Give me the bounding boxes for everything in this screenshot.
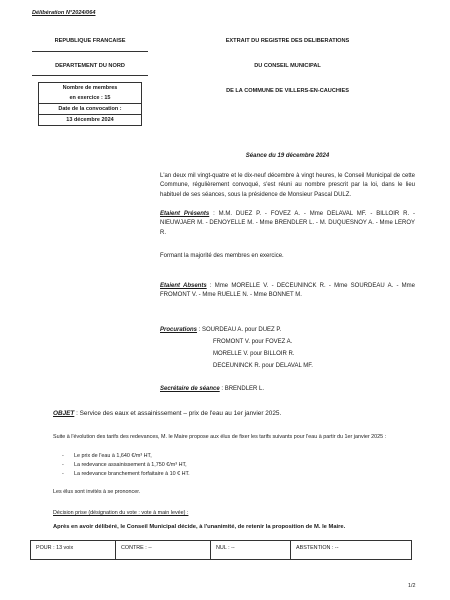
vote-table	[30, 540, 412, 560]
secretaire-line	[160, 385, 415, 394]
republique-label: REPUBLIQUE FRANCAISE	[54, 38, 126, 44]
procuration-item: MORELLE V. pour BILLOIR R.	[213, 351, 295, 357]
procurations-label: Procurations	[160, 327, 198, 333]
membres-label: Nombre de membres	[62, 85, 118, 91]
secretaire-label: Secrétaire de séance	[160, 386, 220, 392]
tarif-item: - Le prix de l'eau à 1,640 €/m³ HT,	[62, 453, 152, 459]
presents-paragraph	[160, 210, 415, 238]
divider	[32, 51, 148, 52]
departement-label: DEPARTEMENT DU NORD	[55, 63, 125, 69]
deliberation-reference: Délibération N°2024/064	[32, 10, 96, 16]
body-intro: Suite à l'évolution des tarifs des redevances, M. le Maire propose aux élus de fixer les tarifs suivants pour l'eau à partir du 1er janvier 2025 :	[53, 434, 387, 440]
vote-pour: POUR : 13 voix	[31, 541, 116, 559]
objet-label: OBJET	[53, 410, 75, 417]
vote-abstention: ABSTENTION : --	[296, 545, 339, 551]
convocation-label: Date de la convocation :	[39, 103, 141, 114]
intro-paragraph: L'an deux mil vingt-quatre et le dix-neuf décembre à vingt heures, le Conseil Municipal de cette Commune, régulièrement convoqué, s'est réuni au nombre prescrit par la loi, dans le lieu habituel de ses séances, sous la présidence de Monsieur Pascal DULZ.	[160, 173, 415, 198]
procuration-item: DECEUNINCK R. pour DELAVAL MF.	[213, 363, 313, 369]
commune-title: DE LA COMMUNE DE VILLERS-EN-CAUCHIES	[226, 88, 349, 94]
presents-label: Etaient Présents	[160, 211, 210, 217]
absents-list: : Mme MORELLE V. - DECEUNINCK R. - Mme SOURDEAU A. - Mme FROMONT V. - Mme RUELLE N. - Mme BONNET M.	[160, 283, 416, 299]
objet-line	[53, 410, 281, 417]
absents-label: Etaient Absents	[160, 283, 207, 289]
vote-contre: CONTRE : --	[116, 541, 211, 559]
secretaire-name: : BRENDLER L.	[219, 386, 265, 392]
procuration-item: : SOURDEAU A. pour DUEZ P.	[197, 327, 282, 333]
exercice-count: en exercice : 15	[69, 95, 111, 101]
decision-text: Après en avoir délibéré, le Conseil Municipal décide, à l'unanimité, de retenir la proposition de M. le Maire.	[53, 524, 346, 530]
tarif-item: - La redevance branchement forfaitaire à 10 € HT.	[62, 471, 190, 477]
elus-text: Les élus sont invités à se prononcer.	[53, 489, 141, 495]
extrait-title: EXTRAIT DU REGISTRE DES DELIBERATIONS	[225, 38, 350, 44]
decision-label: Décision prise (désignation du vote : vote à main levée) :	[53, 510, 189, 516]
vote-nul: NUL : --	[211, 541, 291, 559]
conseil-title: DU CONSEIL MUNICIPAL	[254, 63, 321, 69]
objet-text: : Service des eaux et assainissement – prix de l'eau au 1er janvier 2025.	[74, 410, 282, 417]
seance-date: Séance du 19 décembre 2024	[245, 153, 330, 159]
majorite-text: Formant la majorité des membres en exercice.	[160, 253, 284, 259]
absents-paragraph	[160, 282, 415, 301]
divider	[32, 75, 148, 76]
procuration-item: FROMONT V. pour FOVEZ A.	[213, 339, 293, 345]
tarif-item: - La redevance assainissement à 1,750 €/m³ HT,	[62, 462, 187, 468]
procurations-line	[160, 326, 415, 335]
presents-list: : M.M. DUEZ P. - FOVEZ A. - Mme DELAVAL MF. - BILLOIR R. - NIEUWJAER M. - DENOYELLE M. - Mme BRENDLER L. - M. DUQUESNOY A. - Mme LEROY R.	[160, 211, 415, 236]
membres-box	[38, 82, 142, 126]
page-number: 1/2	[408, 583, 416, 589]
convocation-date: 13 décembre 2024	[39, 114, 141, 125]
